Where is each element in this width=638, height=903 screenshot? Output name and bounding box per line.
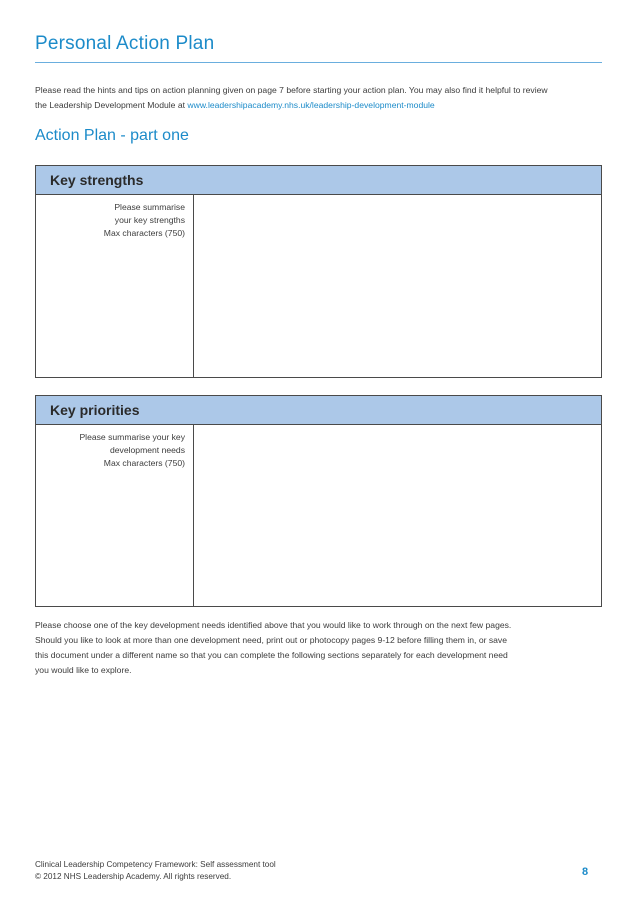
instructions-line: you would like to explore. bbox=[35, 665, 132, 675]
page-title: Personal Action Plan bbox=[35, 33, 215, 54]
key-strengths-panel bbox=[35, 165, 602, 378]
key-priorities-prompt bbox=[36, 425, 194, 606]
leadership-module-link[interactable]: www.leadershipacademy.nhs.uk/leadership-development-module bbox=[187, 100, 435, 110]
key-strengths-heading: Key strengths bbox=[36, 166, 601, 195]
prompt-line: Max characters (750) bbox=[103, 228, 185, 238]
prompt-line: development needs bbox=[109, 445, 185, 455]
key-strengths-prompt bbox=[36, 195, 194, 377]
footer-title: Clinical Leadership Competency Framework: Self assessment tool bbox=[35, 860, 276, 869]
key-strengths-field[interactable] bbox=[194, 195, 601, 377]
footer-copyright: © 2012 NHS Leadership Academy. All rights reserved. bbox=[35, 872, 232, 881]
key-priorities-panel bbox=[35, 395, 602, 607]
title-divider bbox=[35, 62, 602, 63]
page-number: 8 bbox=[582, 866, 589, 878]
intro-paragraph bbox=[35, 83, 605, 113]
prompt-line: Please summarise bbox=[114, 202, 185, 212]
instructions-line: Should you like to look at more than one development need, print out or photocopy pages 9-12 before filling them in, or save bbox=[35, 635, 507, 645]
intro-line-2-prefix: the Leadership Development Module at bbox=[35, 100, 188, 110]
footer bbox=[35, 859, 276, 883]
instructions-paragraph bbox=[35, 618, 595, 678]
prompt-line: your key strengths bbox=[114, 215, 185, 225]
key-priorities-field[interactable] bbox=[194, 425, 601, 606]
instructions-line: this document under a different name so that you can complete the following sections separately for each development need bbox=[35, 650, 508, 660]
intro-line-1: Please read the hints and tips on action planning given on page 7 before starting your action plan. You may also find it helpful to review bbox=[35, 85, 548, 95]
prompt-line: Please summarise your key bbox=[79, 432, 185, 442]
section-title: Action Plan - part one bbox=[35, 127, 189, 144]
instructions-line: Please choose one of the key development needs identified above that you would like to work through on the next few pages. bbox=[35, 620, 512, 630]
prompt-line: Max characters (750) bbox=[103, 458, 185, 468]
key-priorities-heading: Key priorities bbox=[36, 396, 601, 425]
